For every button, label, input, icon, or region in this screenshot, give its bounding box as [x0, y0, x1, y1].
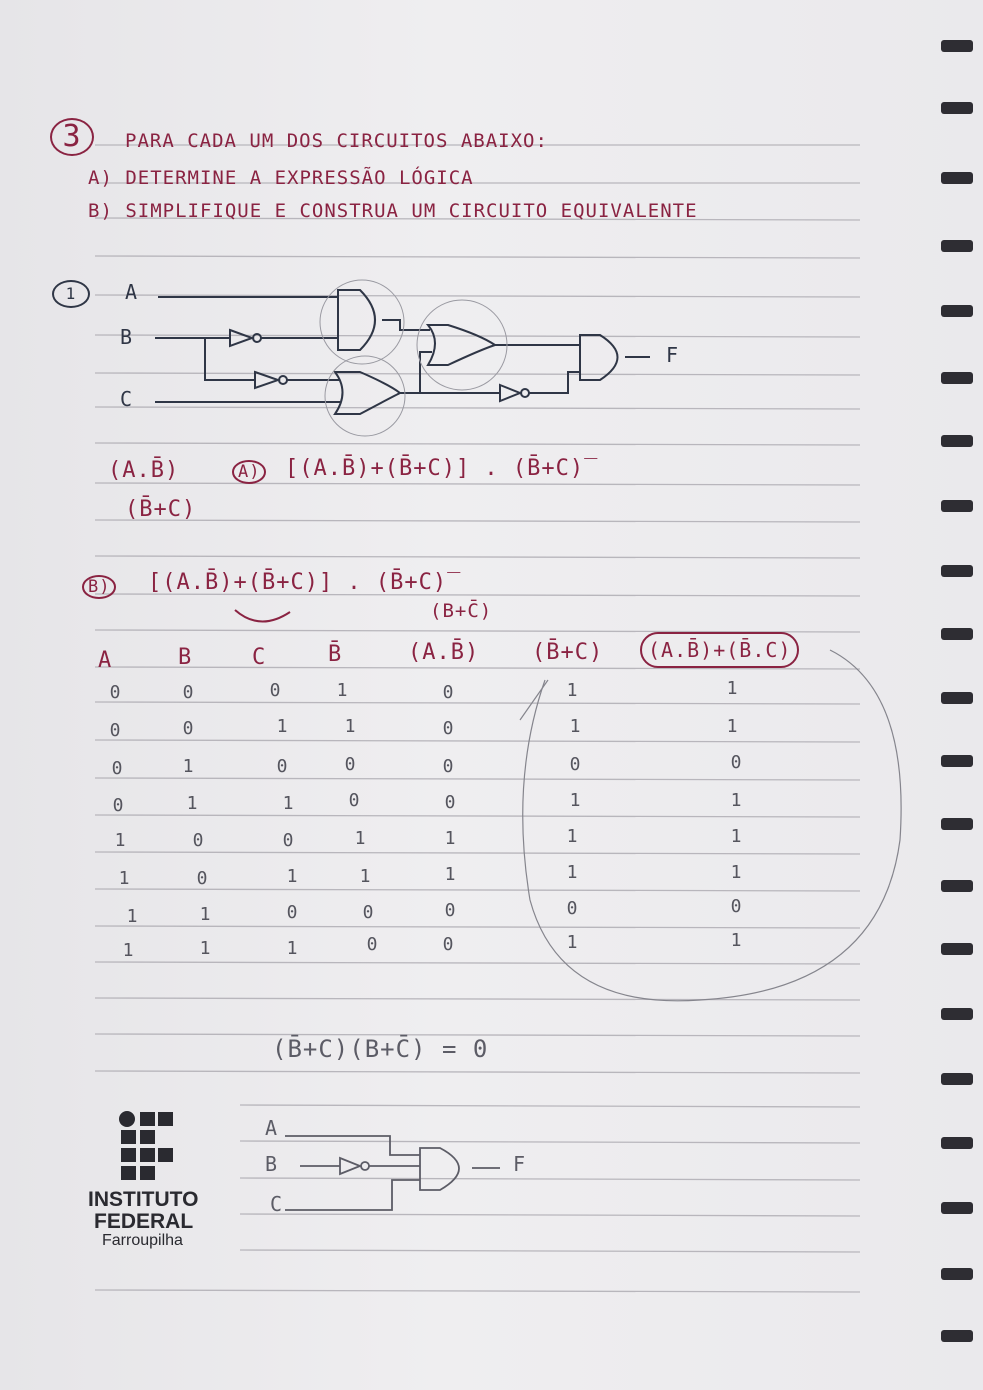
part-a-label: A) [232, 458, 266, 484]
table-cell: 0 [442, 934, 454, 955]
table-cell: 1 [444, 864, 456, 885]
table-cell: 0 [442, 718, 454, 739]
question-title: PARA CADA UM DOS CIRCUITOS ABAIXO: [125, 130, 548, 152]
simplified-input-b: B [265, 1152, 279, 1176]
logo-mark [118, 1110, 178, 1186]
table-cell: 1 [186, 793, 198, 814]
table-header-a-and-not-b: (A.B̄) [408, 640, 480, 665]
table-cell: 1 [730, 790, 742, 811]
table-cell: 0 [111, 758, 123, 779]
table-cell: 0 [276, 756, 288, 777]
table-cell: 1 [726, 716, 738, 737]
table-header-a: A [98, 648, 113, 673]
table-cell: 0 [348, 790, 360, 811]
table-cell: 1 [118, 868, 130, 889]
table-cell: 0 [442, 682, 454, 703]
table-cell: 0 [730, 896, 742, 917]
simplified-expression: (B̄+C)(B+C̄) = 0 [272, 1035, 489, 1063]
table-cell: 1 [199, 938, 211, 959]
table-cell: 0 [569, 754, 581, 775]
circuit-input-a: A [125, 280, 139, 304]
table-cell: 0 [269, 680, 281, 701]
table-cell: 0 [366, 934, 378, 955]
table-cell: 0 [344, 754, 356, 775]
table-cell: 1 [730, 930, 742, 951]
table-cell: 0 [109, 720, 121, 741]
logo-line-2: FEDERAL [94, 1210, 194, 1233]
logo-line-1: INSTITUTO [88, 1188, 199, 1211]
table-cell: 1 [566, 932, 578, 953]
circuit-input-b: B [120, 325, 134, 349]
table-cell: 0 [444, 792, 456, 813]
table-cell: 0 [182, 682, 194, 703]
table-cell: 1 [726, 678, 738, 699]
simplified-input-c: C [270, 1192, 284, 1216]
table-cell: 1 [336, 680, 348, 701]
simplified-input-a: A [265, 1116, 279, 1140]
table-cell: 1 [282, 793, 294, 814]
simplified-output-f: F [513, 1152, 527, 1176]
table-cell: 1 [354, 828, 366, 849]
table-cell: 1 [359, 866, 371, 887]
part-b-expression: [(A.B̄)+(B̄+C)] . (B̄+C)‾ [148, 570, 462, 595]
table-cell: 0 [109, 682, 121, 703]
table-cell: 0 [192, 830, 204, 851]
table-cell: 1 [444, 828, 456, 849]
table-cell: 1 [569, 716, 581, 737]
question-item-b: B) SIMPLIFIQUE E CONSTRUA UM CIRCUITO EQUIVALENTE [88, 200, 698, 222]
table-cell: 0 [566, 898, 578, 919]
table-header-not-b-or-c: (B̄+C) [532, 640, 604, 665]
table-cell: 1 [122, 940, 134, 961]
table-cell: 1 [730, 826, 742, 847]
table-header-combined: (A.B̄)+(B̄.C) [640, 632, 799, 668]
table-cell: 1 [126, 906, 138, 927]
table-cell: 1 [114, 830, 126, 851]
partial-expression-1: (A.B̄) [108, 458, 180, 483]
question-item-a: A) DETERMINE A EXPRESSÃO LÓGICA [88, 167, 474, 189]
table-cell: 0 [444, 900, 456, 921]
table-cell: 1 [730, 862, 742, 883]
table-cell: 1 [276, 716, 288, 737]
table-cell: 1 [566, 862, 578, 883]
table-cell: 1 [344, 716, 356, 737]
circuit-input-c: C [120, 387, 134, 411]
table-cell: 1 [566, 826, 578, 847]
table-header-not-b: B̄ [328, 642, 343, 667]
table-cell: 1 [569, 790, 581, 811]
table-cell: 1 [182, 756, 194, 777]
institute-logo [118, 1110, 178, 1186]
table-cell: 0 [730, 752, 742, 773]
table-cell: 1 [199, 904, 211, 925]
question-number: 3 [50, 118, 94, 156]
table-cell: 0 [362, 902, 374, 923]
circuit-output-f: F [666, 343, 680, 367]
table-cell: 0 [196, 868, 208, 889]
table-header-c: C [252, 645, 267, 670]
logo-line-3: Farroupilha [102, 1232, 183, 1249]
table-cell: 0 [182, 718, 194, 739]
table-cell: 1 [566, 680, 578, 701]
table-header-b: B [178, 645, 193, 670]
partial-expression-2: (B̄+C) [125, 497, 197, 522]
circuit-index: 1 [52, 280, 90, 308]
table-cell: 0 [286, 902, 298, 923]
part-b-note: (B+C̄) [430, 600, 493, 622]
table-cell: 0 [112, 795, 124, 816]
table-cell: 1 [286, 938, 298, 959]
table-cell: 0 [442, 756, 454, 777]
table-cell: 1 [286, 866, 298, 887]
table-cell: 0 [282, 830, 294, 851]
part-b-label: B) [82, 573, 116, 599]
part-a-expression: [(A.B̄)+(B̄+C)] . (B̄+C)‾ [285, 456, 599, 481]
